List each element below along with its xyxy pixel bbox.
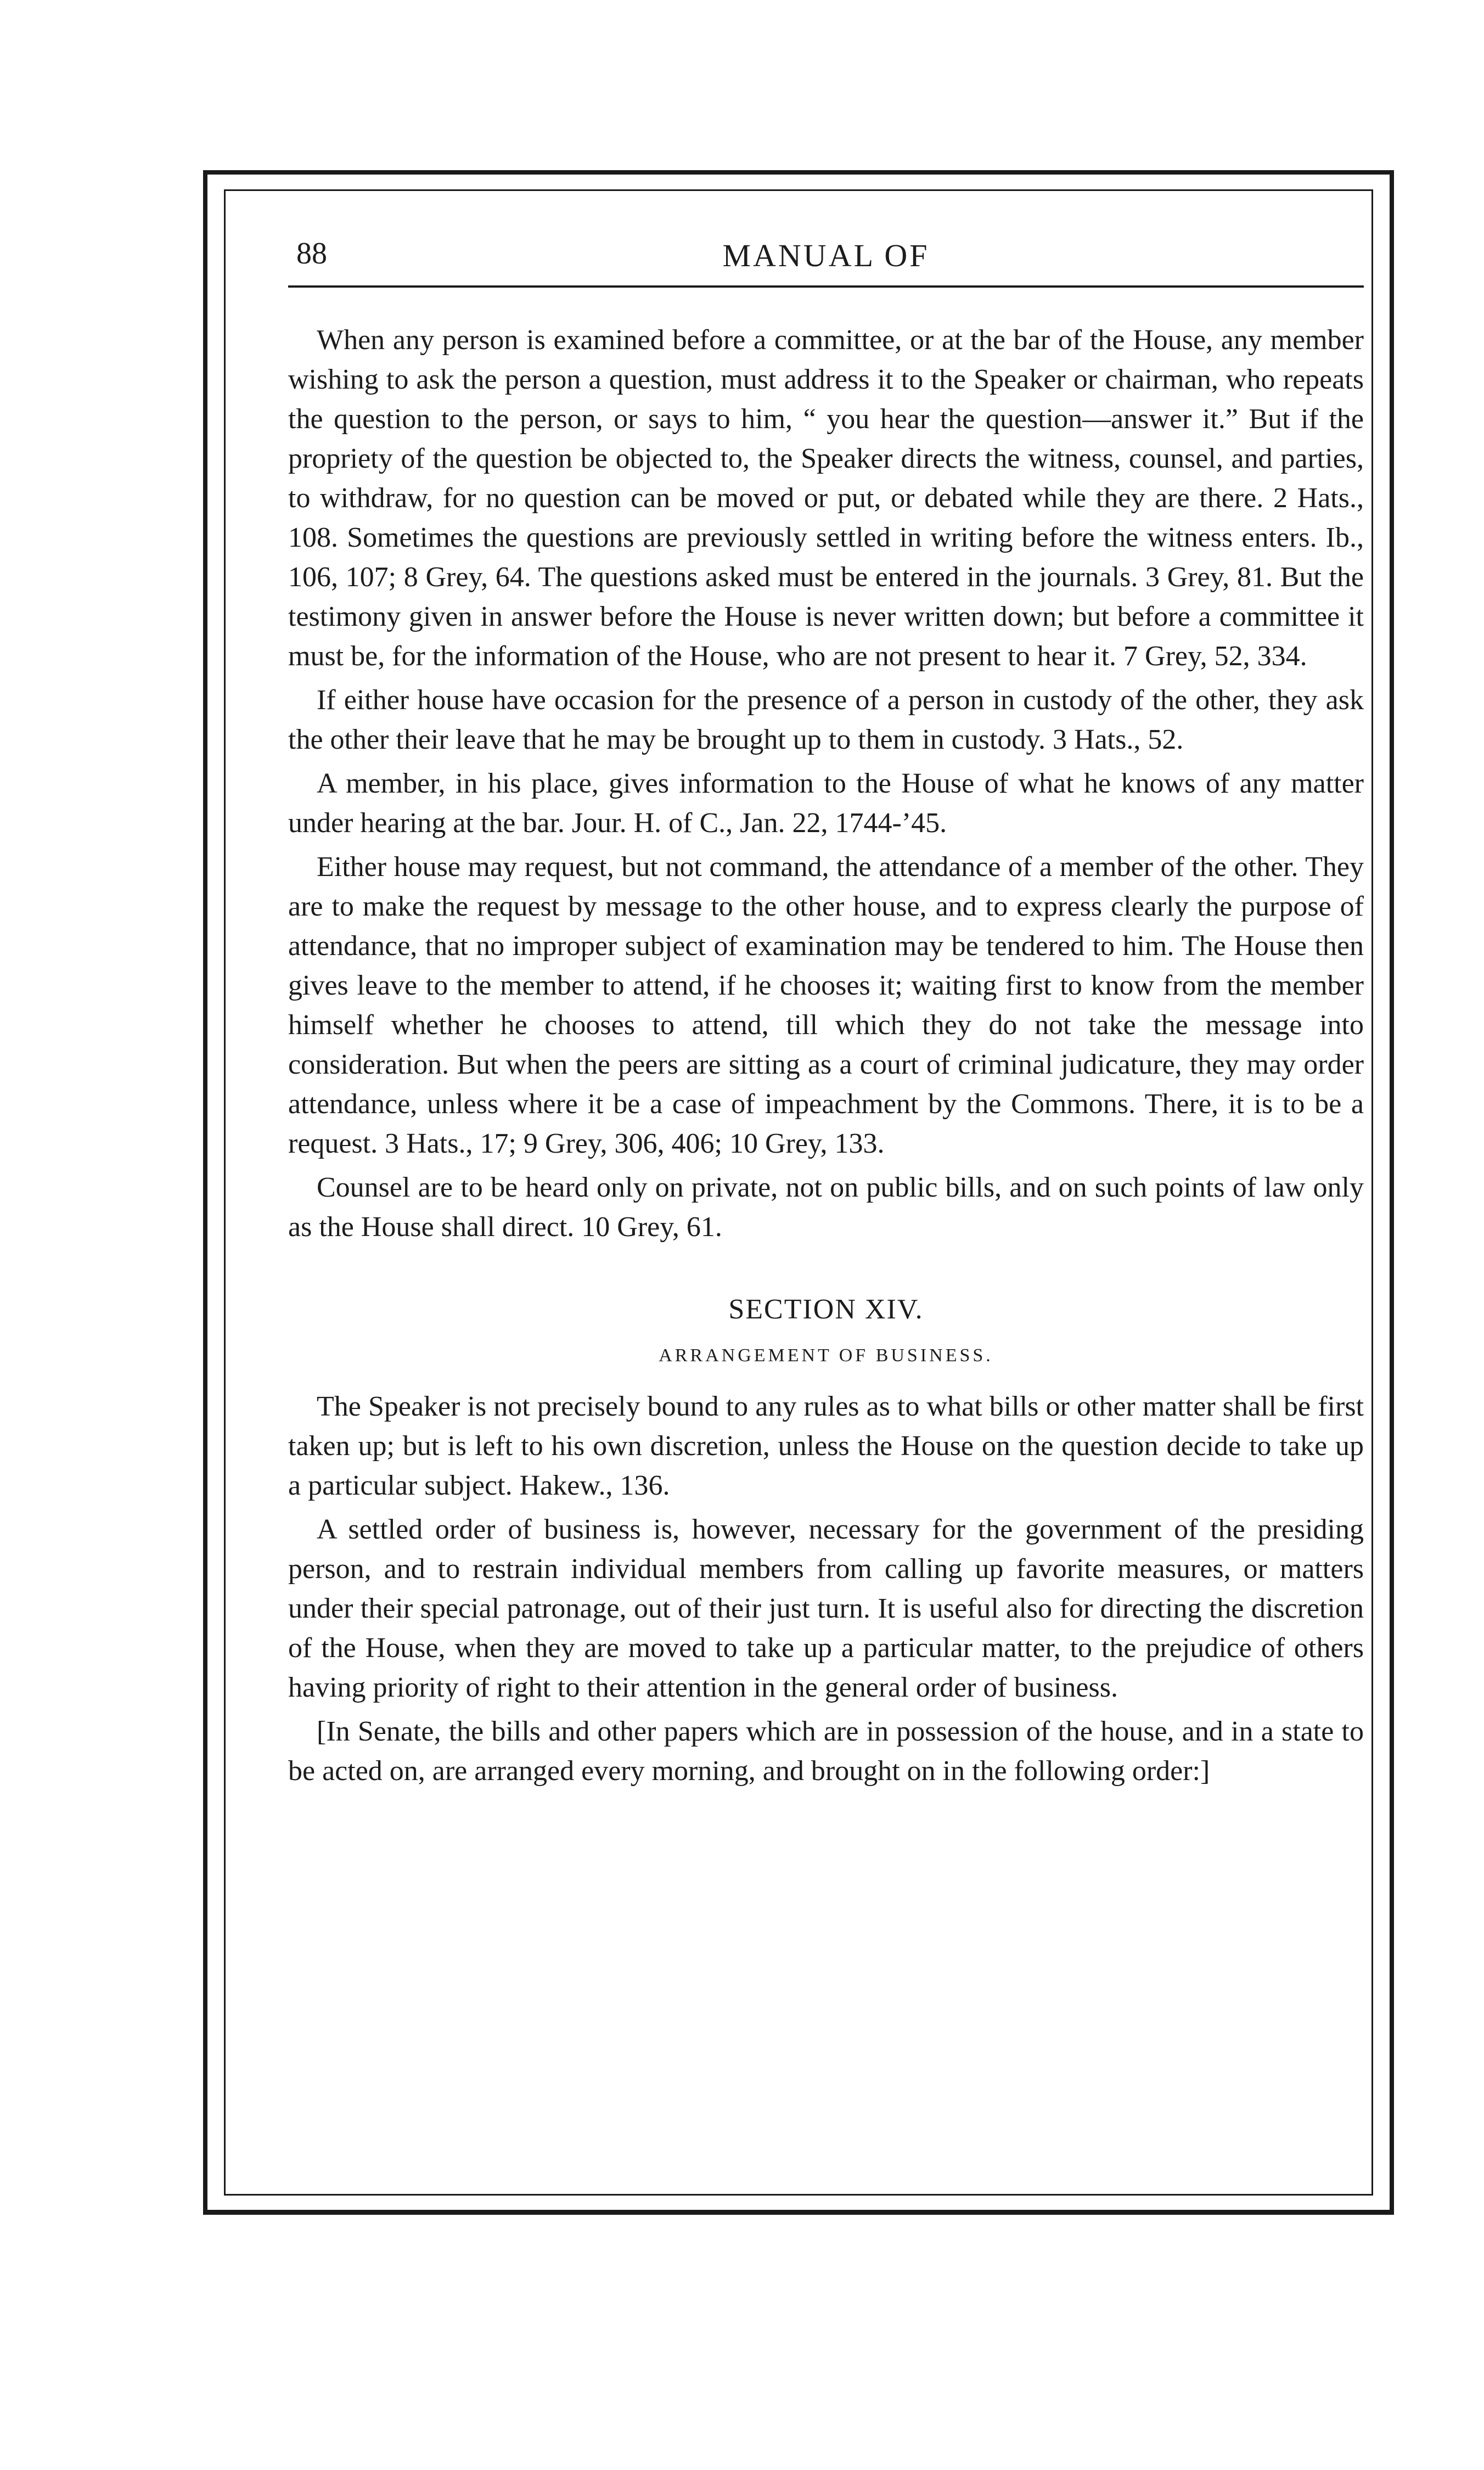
paragraph-examination: When any person is examined before a committee, or at the bar of the House, any member wishing to ask the person a question, must address it to the Speaker or chairman, who repeats the question to the person, or says to him, “ you hear the question—answer it.” But if the propriety of the question be objected to, the Speaker directs the witness, counsel, and parties, to withdraw, for no question can be moved or put, or debated while they are there. 2 Hats., 108. Sometimes the questions are previously settled in writing before the witness enters. Ib., 106, 107; 8 Grey, 64. The questions asked must be entered in the journals. 3 Grey, 81. But the testimony given in answer before the House is never written down; but before a committee it must be, for the information of the House, who are not present to hear it. 7 Grey, 52, 334. — [288, 324, 1364, 672]
paragraph-speaker-discretion: The Speaker is not precisely bound to any rules as to what bills or other matter shall be first taken up; but is left to his own discretion, unless the House on the question decide to take up a particular subject. Hakew., 136. — [288, 1391, 1364, 1501]
section-subheading: ARRANGEMENT OF BUSINESS. — [659, 1345, 993, 1366]
paragraph-attendance: Either house may request, but not command, the attendance of a member of the other. They are to make the request by message to the other house, and to express clearly the purpose of attendance, that no improper subject of examination may be tendered to him. The House then gives leave to the member to attend, if he chooses it; waiting first to know from the member himself whether he chooses to attend, till which they do not take the message into consideration. But when the peers are sitting as a court of criminal judicature, they may order attendance, unless where it be a case of impeachment by the Commons. There, it is to be a request. 3 Hats., 17; 9 Grey, 306, 406; 10 Grey, 133. — [288, 851, 1364, 1159]
section-heading: SECTION XIV. — [728, 1294, 924, 1325]
paragraph-settled-order: A settled order of business is, however, necessary for the government of the presiding person, and to restrain individual members from calling up favorite measures, or matters under their special patronage, out of their just turn. It is useful also for directing the discretion of the House, when they are moved to take up a particular matter, to the prejudice of others having priority of right to their attention in the general order of business. — [288, 1514, 1364, 1703]
paragraph-custody: If either house have occasion for the presence of a person in custody of the other, they ask the other their leave that he may be brought up to them in custody. 3 Hats., 52. — [288, 684, 1364, 755]
paragraph-counsel: Counsel are to be heard only on private, not on public bills, and on such points of law only as the House shall direct. 10 Grey, 61. — [288, 1172, 1364, 1243]
running-head: MANUAL OF — [722, 238, 930, 273]
paragraph-senate-order: [In Senate, the bills and other papers which are in possession of the house, and in a state to be acted on, are arranged every morning, and brought on in the following order:] — [288, 1716, 1364, 1787]
page-content — [288, 225, 1364, 1795]
page-number: 88 — [296, 237, 327, 271]
paragraph-member-information: A member, in his place, gives information to the House of what he knows of any matter under hearing at the bar. Jour. H. of C., Jan. 22, 1744-’45. — [288, 768, 1364, 839]
page-header — [288, 225, 1364, 288]
